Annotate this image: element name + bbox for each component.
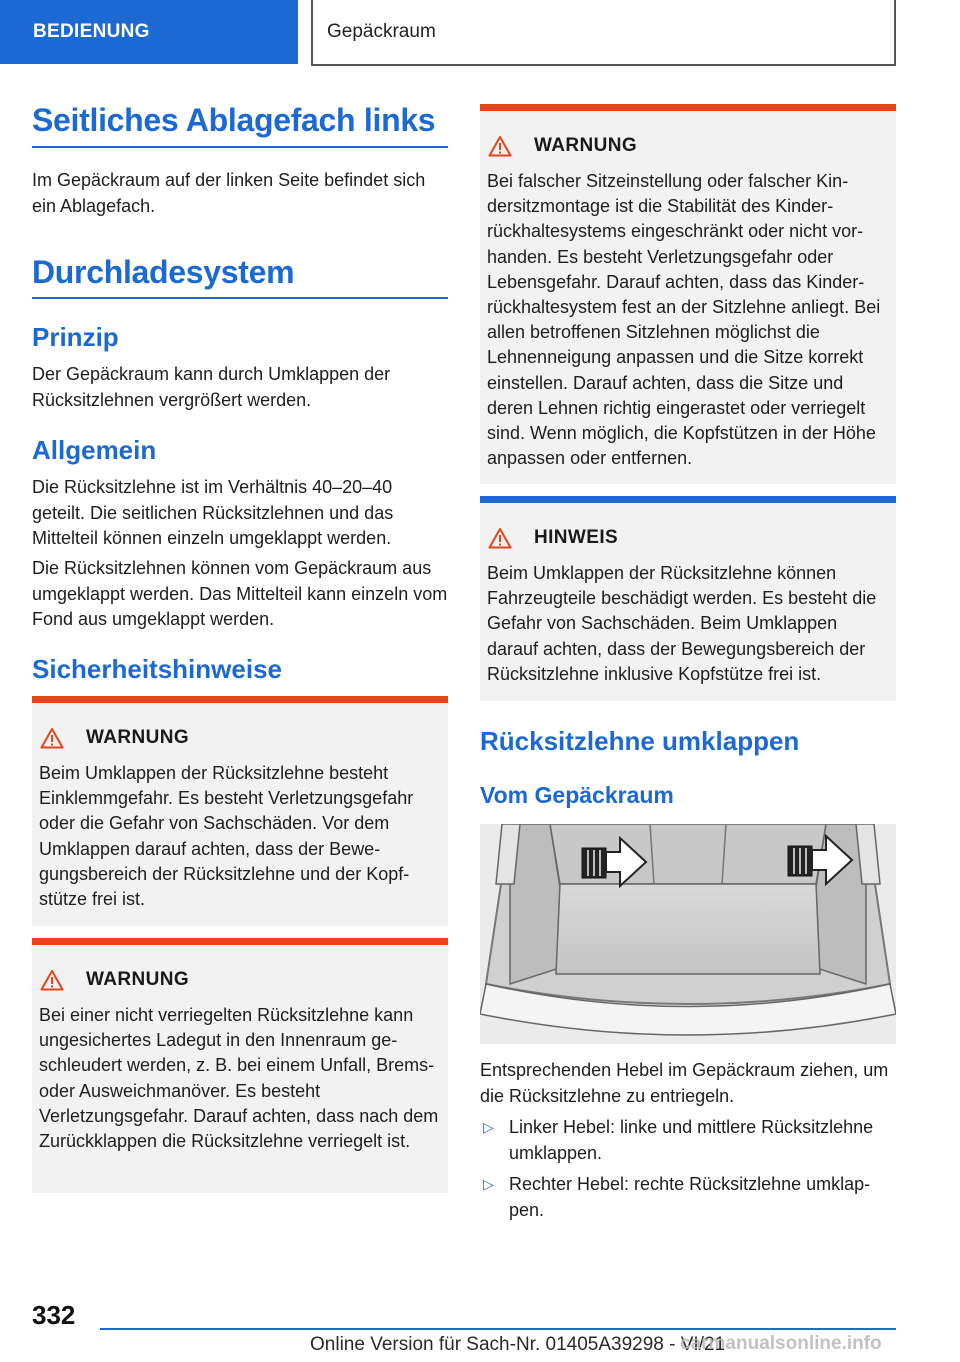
instruction-text: Entsprechenden Hebel im Gepäckraum ziehen, um die Rücksitzlehne zu entriegeln. bbox=[480, 1060, 889, 1106]
section-tab: BEDIENUNG bbox=[0, 0, 298, 64]
footer-rule bbox=[100, 1328, 896, 1330]
warning-box-2 bbox=[32, 938, 448, 1193]
triangle-bullet-icon: ▷ bbox=[483, 1176, 494, 1192]
trunk-illustration bbox=[480, 824, 896, 1044]
hinweis-text: Beim Umklappen der Rücksitzlehne können Fahrzeugteile beschädigt werden. Es besteht die Gefahr von Sachschäden. Beim Umklappen darauf achten, dass der Bewegungsbereich der Rücksitzlehne inklusive Kopfstütze frei ist. bbox=[487, 563, 877, 684]
section-rule bbox=[32, 297, 448, 299]
title-rule bbox=[32, 146, 448, 148]
bullet-text: Rechter Hebel: rechte Rücksitzlehne umklappen. bbox=[509, 1174, 871, 1220]
warning-label: WARNUNG bbox=[86, 727, 190, 748]
triangle-bullet-icon: ▷ bbox=[483, 1119, 494, 1135]
bullet-item-left-lever bbox=[480, 1115, 896, 1166]
allgemein-heading: Allgemein bbox=[32, 435, 157, 465]
online-version-text: Online Version für Sach-Nr. 01405A39298 - VI/21 bbox=[310, 1334, 726, 1355]
prinzip-text: Der Gepäckraum kann durch Umklappen der Rücksitzlehnen vergrößert werden. bbox=[32, 364, 391, 410]
vom-gepaeckraum-heading: Vom Gepäckraum bbox=[480, 782, 674, 808]
chapter-title: Gepäckraum bbox=[327, 21, 436, 42]
umklappen-heading: Rücksitzlehne umklappen bbox=[480, 726, 800, 756]
hinweis-header bbox=[488, 525, 618, 551]
warning-triangle-icon bbox=[488, 135, 512, 157]
hinweis-label: HINWEIS bbox=[534, 527, 619, 548]
warning-text: Beim Umklappen der Rücksitzlehne besteht Einklemmgefahr. Es besteht Verletzungsgefahr oder die Gefahr von Sachschäden. Vor dem Umklappen darauf achten, dass der Bewegungsbereich der Rücksitzlehne und der Kopfstütze frei ist. bbox=[39, 763, 414, 910]
intro-text: Im Gepäckraum auf der linken Seite befindet sich ein Ablagefach. bbox=[32, 170, 426, 216]
hinweis-box bbox=[480, 496, 896, 701]
warning-text: Bei einer nicht verriegelten Rücksitzlehne kann ungesichertes Ladegut in den Innenraum geschleudert werden, z. B. bei einem Unfall, Brems- oder Ausweichmanöver. Es besteht Verletzungsgefahr. Darauf achten, dass nach dem Zurückklappen die Rücksitzlehne verriegelt ist. bbox=[39, 1005, 439, 1152]
watermark: carmanualsonline.info bbox=[680, 1333, 882, 1354]
allgemein-text-1: Die Rücksitzlehne ist im Verhältnis 40–20–40 geteilt. Die seitlichen Rücksitzlehnen und das Mittelteil können einzeln umgeklappt werden. bbox=[32, 477, 394, 548]
warning-box-3 bbox=[480, 104, 896, 484]
page-title: Seitliches Ablagefach links bbox=[32, 102, 436, 138]
chapter-header bbox=[311, 0, 896, 66]
section-title: Durchladesystem bbox=[32, 254, 295, 290]
warning-triangle-icon bbox=[488, 527, 512, 549]
warning-text: Bei falscher Sitzeinstellung oder falscher Kindersitzmontage ist die Stabilität des Kinderrückhaltesystems eingeschränkt oder nicht vorhanden. Es besteht Verletzungsgefahr oder Lebensgefahr. Darauf achten, dass das Kinderrückhaltesystem fest an der Sitzlehne anliegt. Bei allen betroffenen Sitzlehnen möglichst die Lehnenneigung anpassen und die Sitze korrekt einstellen. Darauf achten, dass die Sitze und deren Lehnen richtig eingerastet oder verriegelt sind. Wenn möglich, die Kopfstützen in der Höhe anpassen oder entfernen. bbox=[487, 171, 881, 469]
allgemein-text-2: Die Rücksitzlehnen können vom Gepäckraum aus umgeklappt werden. Das Mittelteil kann einzeln vom Fond aus umgeklappt werden. bbox=[32, 558, 448, 629]
warning-header bbox=[488, 133, 637, 159]
prinzip-heading: Prinzip bbox=[32, 322, 119, 352]
warning-triangle-icon bbox=[40, 727, 64, 749]
sicherheit-heading: Sicherheitshinweise bbox=[32, 654, 282, 684]
trunk-image bbox=[480, 824, 896, 1044]
warning-header bbox=[40, 967, 189, 993]
warning-header bbox=[40, 725, 189, 751]
warning-triangle-icon bbox=[40, 969, 64, 991]
bullet-item-right-lever bbox=[480, 1172, 896, 1223]
page-number: 332 bbox=[32, 1300, 76, 1330]
warning-label: WARNUNG bbox=[86, 969, 190, 990]
warning-box-1 bbox=[32, 696, 448, 926]
warning-label: WARNUNG bbox=[534, 135, 638, 156]
bullet-text: Linker Hebel: linke und mittlere Rücksitzlehne umklappen. bbox=[509, 1117, 874, 1163]
